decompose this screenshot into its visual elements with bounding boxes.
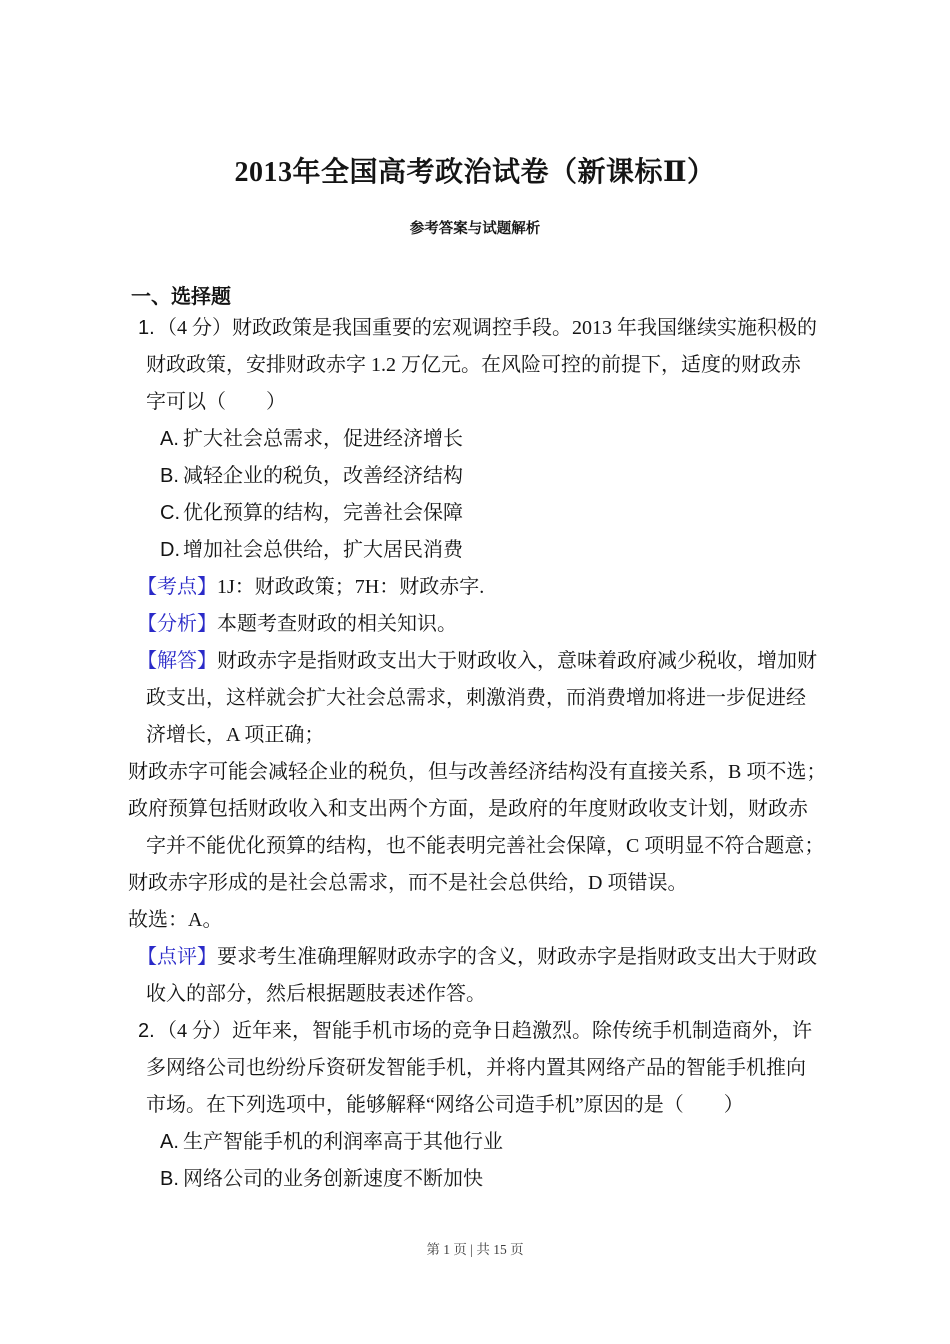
answer-line-4: 财政赤字可能会减轻企业的税负，但与改善经济结构没有直接关系，B 项不选； xyxy=(128,761,827,783)
option-a-text: 生产智能手机的利润率高于其他行业 xyxy=(183,1131,503,1153)
document-body xyxy=(0,310,950,1198)
answer-conclusion: 故选：A。 xyxy=(128,909,223,931)
exam-point-line xyxy=(137,569,950,606)
answer-text-1: 财政赤字是指财政支出大于财政收入，意味着政府减少税收，增加财 xyxy=(217,650,817,672)
question-2-line-3: 市场。在下列选项中，能够解释“网络公司造手机”原因的是（ ） xyxy=(146,1094,744,1116)
option-d-text: 增加社会总供给，扩大居民消费 xyxy=(183,539,463,561)
page-number-footer: 第 1 页 | 共 15 页 xyxy=(426,1242,524,1257)
question-1-option-a xyxy=(160,421,950,458)
answer-line-5: 政府预算包括财政收入和支出两个方面，是政府的年度财政收支计划，财政赤 xyxy=(128,798,808,820)
question-1-option-c xyxy=(160,495,950,532)
question-1-option-b xyxy=(160,458,950,495)
comment-line-1 xyxy=(137,939,950,976)
question-1-option-d xyxy=(160,532,950,569)
analysis-text: 本题考查财政的相关知识。 xyxy=(217,613,457,635)
question-1-line-2: 财政政策，安排财政赤字 1.2 万亿元。在风险可控的前提下，适度的财政赤 xyxy=(146,354,801,376)
exam-point-text: 1J：财政政策；7H：财政赤字. xyxy=(217,576,485,598)
answer-line-7: 财政赤字形成的是社会总需求，而不是社会总供给，D 项错误。 xyxy=(128,872,688,894)
answer-line-2: 政支出，这样就会扩大社会总需求，刺激消费，而消费增加将进一步促进经 xyxy=(146,687,806,709)
option-b-label: B. xyxy=(160,465,179,487)
comment-text-1: 要求考生准确理解财政赤字的含义，财政赤字是指财政支出大于财政 xyxy=(217,946,817,968)
analysis-line xyxy=(137,606,950,643)
answer-tag: 【解答】 xyxy=(137,650,217,672)
analysis-tag: 【分析】 xyxy=(137,613,217,635)
option-d-label: D. xyxy=(160,539,180,561)
question-1-number: 1. xyxy=(138,317,155,339)
option-b-text: 网络公司的业务创新速度不断加快 xyxy=(183,1168,483,1190)
option-c-label: C. xyxy=(160,502,180,524)
question-2-option-b xyxy=(160,1161,950,1198)
page-title: 2013年全国高考政治试卷（新课标Ⅱ） xyxy=(234,157,716,188)
option-b-text: 减轻企业的税负，改善经济结构 xyxy=(183,465,463,487)
question-2-number: 2. xyxy=(138,1020,155,1042)
option-a-label: A. xyxy=(160,1131,179,1153)
option-a-label: A. xyxy=(160,428,179,450)
question-1-text: （4 分）财政政策是我国重要的宏观调控手段。2013 年我国继续实施积极的 xyxy=(157,317,817,339)
comment-line-2: 收入的部分，然后根据题肢表述作答。 xyxy=(146,983,486,1005)
answer-line-1 xyxy=(137,643,950,680)
option-b-label: B. xyxy=(160,1168,179,1190)
page-subtitle: 参考答案与试题解析 xyxy=(409,221,541,237)
answer-line-6: 字并不能优化预算的结构，也不能表明完善社会保障，C 项明显不符合题意； xyxy=(146,835,825,857)
question-2-option-a xyxy=(160,1124,950,1161)
answer-line-3: 济增长，A 项正确； xyxy=(146,724,325,746)
question-1-line-3: 字可以（ ） xyxy=(146,391,286,413)
exam-point-tag: 【考点】 xyxy=(137,576,217,598)
question-2-line-1 xyxy=(138,1013,950,1050)
question-2-line-2: 多网络公司也纷纷斥资研发智能手机，并将内置其网络产品的智能手机推向 xyxy=(146,1057,806,1079)
section-heading: 一、选择题 xyxy=(131,286,231,308)
question-1-line-1 xyxy=(138,310,950,347)
question-2-text: （4 分）近年来，智能手机市场的竞争日趋激烈。除传统手机制造商外，许 xyxy=(157,1020,812,1042)
option-a-text: 扩大社会总需求，促进经济增长 xyxy=(183,428,463,450)
option-c-text: 优化预算的结构，完善社会保障 xyxy=(183,502,463,524)
comment-tag: 【点评】 xyxy=(137,946,217,968)
